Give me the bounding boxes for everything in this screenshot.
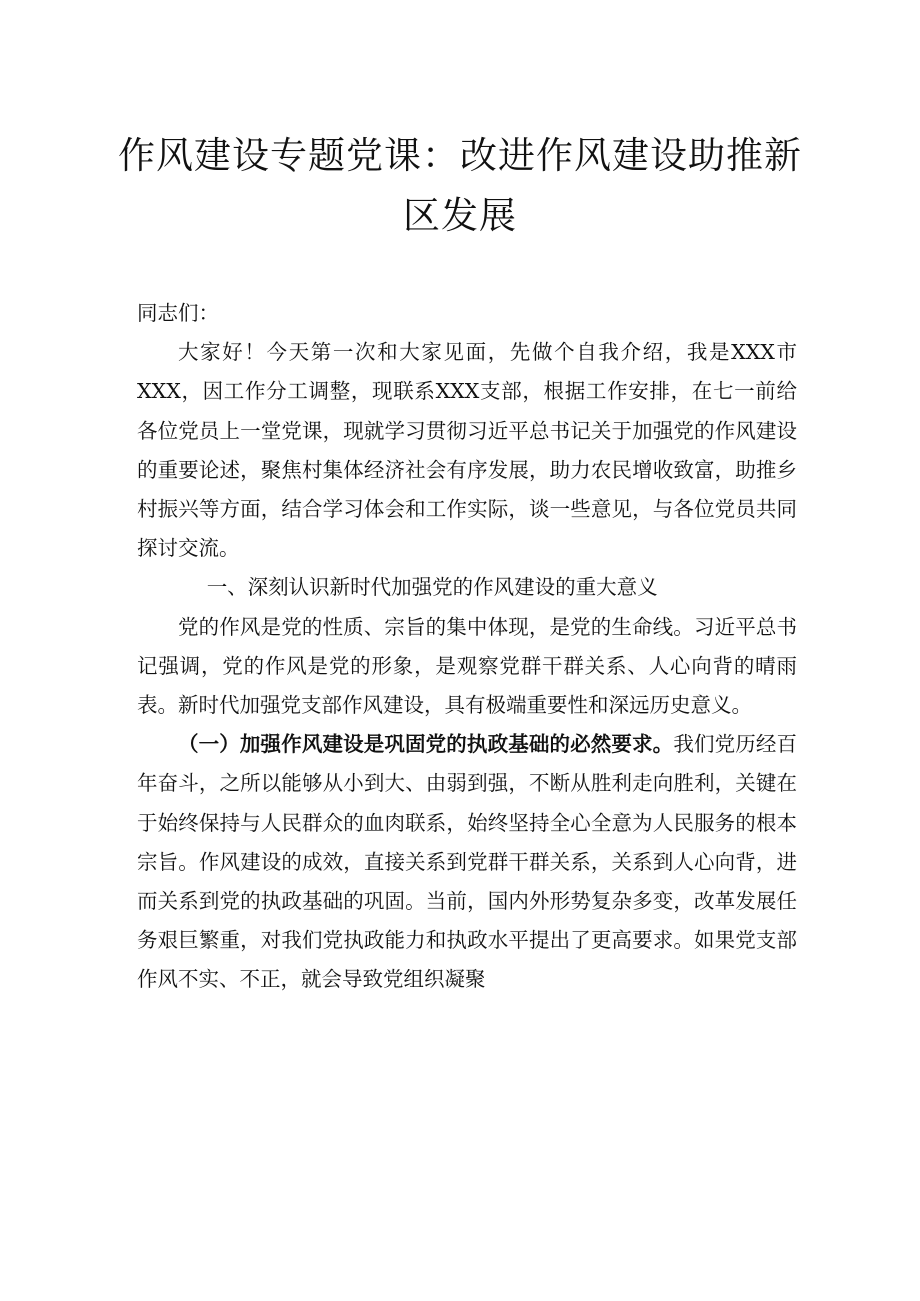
document-title: 作风建设专题党课：改进作风建设助推新区发展 — [118, 134, 802, 237]
point-1-paragraph — [137, 725, 797, 999]
point-1-body: 我们党历经百年奋斗，之所以能够从小到大、由弱到强，不断从胜利走向胜利，关键在于始终保持与人民群众的血肉联系，始终坚持全心全意为人民服务的根本宗旨。作风建设的成效，直接关系到党群干群关系，关系到人心向背，进而关系到党的执政基础的巩固。当前，国内外形势复杂多变，改革发展任务艰巨繁重，对我们党执政能力和执政水平提出了更高要求。如果党支部作风不实、不正，就会导致党组织凝聚 — [137, 732, 798, 992]
document-body — [137, 294, 797, 1000]
section-heading-1: 一、深刻认识新时代加强党的作风建设的重大意义 — [206, 575, 658, 600]
intro-paragraph: 大家好！今天第一次和大家见面，先做个自我介绍，我是XXX市XXX，因工作分工调整，现联系XXX支部，根据工作安排，在七一前给各位党员上一堂党课，现就学习贯彻习近平总书记关于加强党的作风建设的重要论述，聚焦村集体经济社会有序发展，助力农民增收致富，助推乡村振兴等方面，结合学习体会和工作实际，谈一些意见，与各位党员共同探讨交流。 — [137, 340, 797, 561]
section-1-paragraph: 党的作风是党的性质、宗旨的集中体现，是党的生命线。习近平总书记强调，党的作风是党的形象，是观察党群干群关系、人心向背的晴雨表。新时代加强党支部作风建设，具有极端重要性和深远历史意义。 — [137, 614, 797, 718]
salutation: 同志们： — [137, 301, 219, 325]
point-1-lead: （一）加强作风建设是巩固党的执政基础的必然要求。 — [178, 732, 674, 757]
